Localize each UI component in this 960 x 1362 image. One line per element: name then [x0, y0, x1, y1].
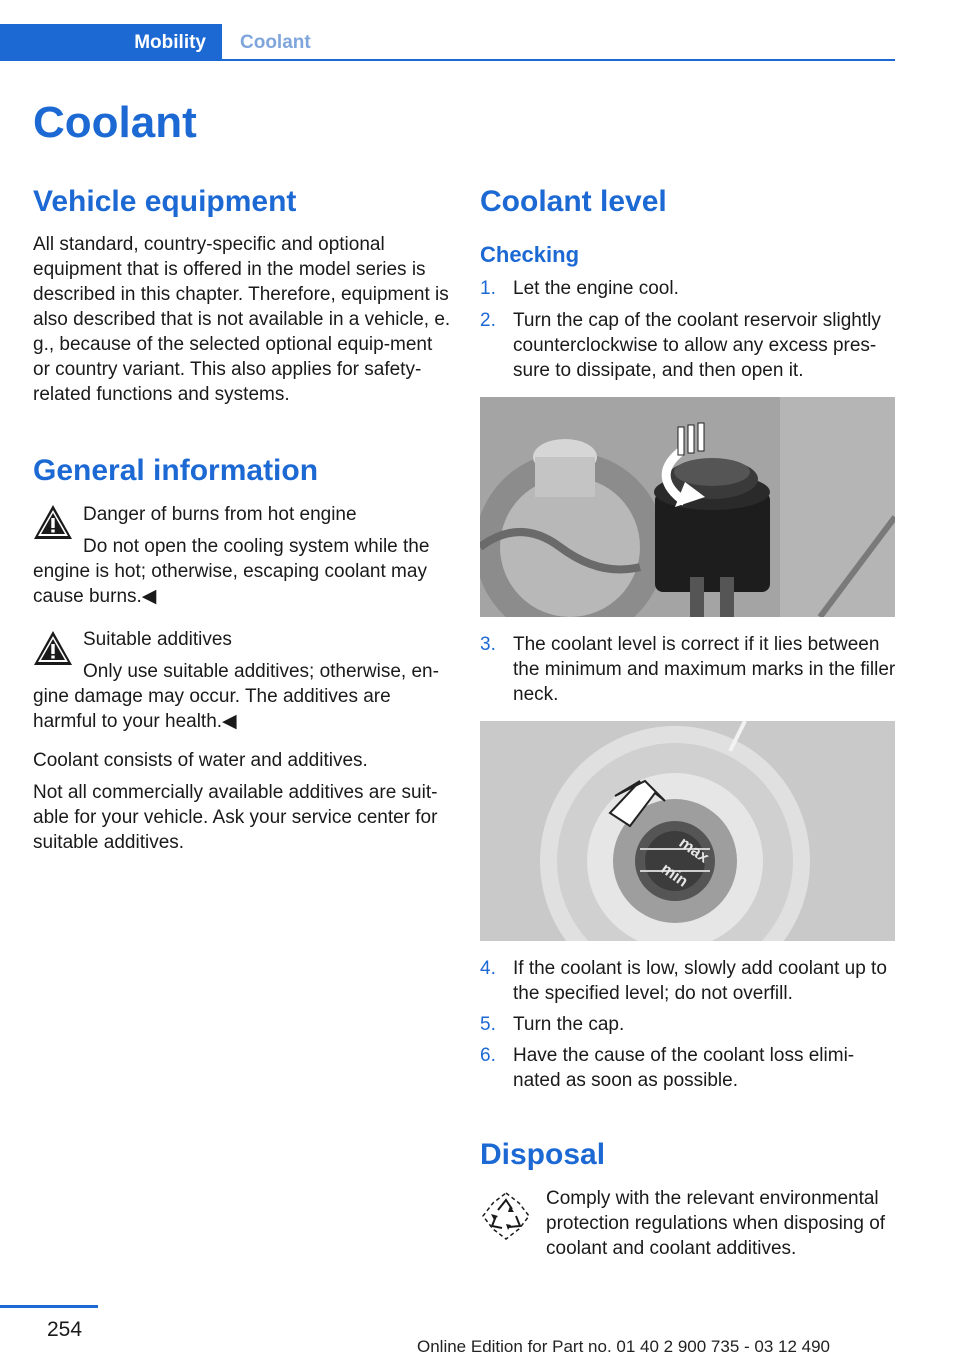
- coolant-reservoir-photo: [480, 397, 895, 617]
- coolant-reservoir-illustration: [480, 397, 895, 617]
- step-text: If the coolant is low, slowly add coolant up to the specified level; do not overfill.: [513, 958, 887, 1004]
- tab-coolant[interactable]: Coolant: [240, 31, 311, 53]
- vehicle-equipment-text: All standard, country-specific and optional equipment that is offered in the model series is described in this chapter. Therefore, equipment is also described that is not available in a vehicle, e. g., because of the selected optional equip-ment or country variant. This also applies for safety-related functions and systems.: [33, 234, 451, 405]
- step-number: 1.: [480, 278, 496, 299]
- max-mark-label: max: [675, 834, 712, 867]
- coolant-composition-text: Coolant consists of water and additives.: [33, 750, 368, 771]
- warning1-body: Do not open the cooling system while the engine is hot; otherwise, escaping coolant may cause burns.◀: [33, 536, 430, 607]
- step-number: 5.: [480, 1014, 496, 1035]
- heading-checking: Checking: [480, 242, 580, 267]
- additives-text: Not all commercially available additives are suit-able for your vehicle. Ask your service center for suitable additives.: [33, 782, 438, 853]
- edition-text: Online Edition for Part no. 01 40 2 900 735 - 03 12 490: [417, 1337, 831, 1356]
- heading-general-information: General information: [33, 454, 319, 487]
- warning1-title: Danger of burns from hot engine: [83, 504, 357, 525]
- page-title: Coolant: [33, 98, 197, 147]
- heading-vehicle-equipment: Vehicle equipment: [33, 185, 297, 218]
- recycling-icon: [480, 1190, 532, 1242]
- step-text: Have the cause of the coolant loss elimi-nated as soon as possible.: [513, 1045, 855, 1091]
- step-text: Turn the cap.: [513, 1014, 625, 1035]
- header-tabs: [0, 24, 895, 62]
- step-number: 2.: [480, 310, 496, 331]
- tab-mobility[interactable]: Mobility: [0, 24, 222, 61]
- step-text: The coolant level is correct if it lies between the minimum and maximum marks in the filler neck.: [513, 634, 896, 705]
- footer-rule: [0, 1305, 98, 1308]
- filler-neck-photo: [480, 721, 895, 941]
- warning2-title: Suitable additives: [83, 629, 232, 650]
- page-number: 254: [47, 1318, 83, 1341]
- step-text: Turn the cap of the coolant reservoir slightly counterclockwise to allow any excess pres-sure to dissipate, and then open it.: [513, 310, 881, 381]
- heading-coolant-level: Coolant level: [480, 185, 667, 218]
- min-mark-label: min: [657, 860, 691, 891]
- step-number: 6.: [480, 1045, 496, 1066]
- step-number: 4.: [480, 958, 496, 979]
- step-number: 3.: [480, 634, 496, 655]
- disposal-text: Comply with the relevant environmental protection regulations when disposing of coolant and coolant additives.: [546, 1188, 886, 1259]
- step-text: Let the engine cool.: [513, 278, 679, 299]
- heading-disposal: Disposal: [480, 1138, 606, 1171]
- warning2-body: Only use suitable additives; otherwise, en-gine damage may occur. The additives are harmful to your health.◀: [33, 661, 439, 732]
- filler-neck-illustration: [480, 721, 895, 941]
- header-rule: [222, 59, 895, 61]
